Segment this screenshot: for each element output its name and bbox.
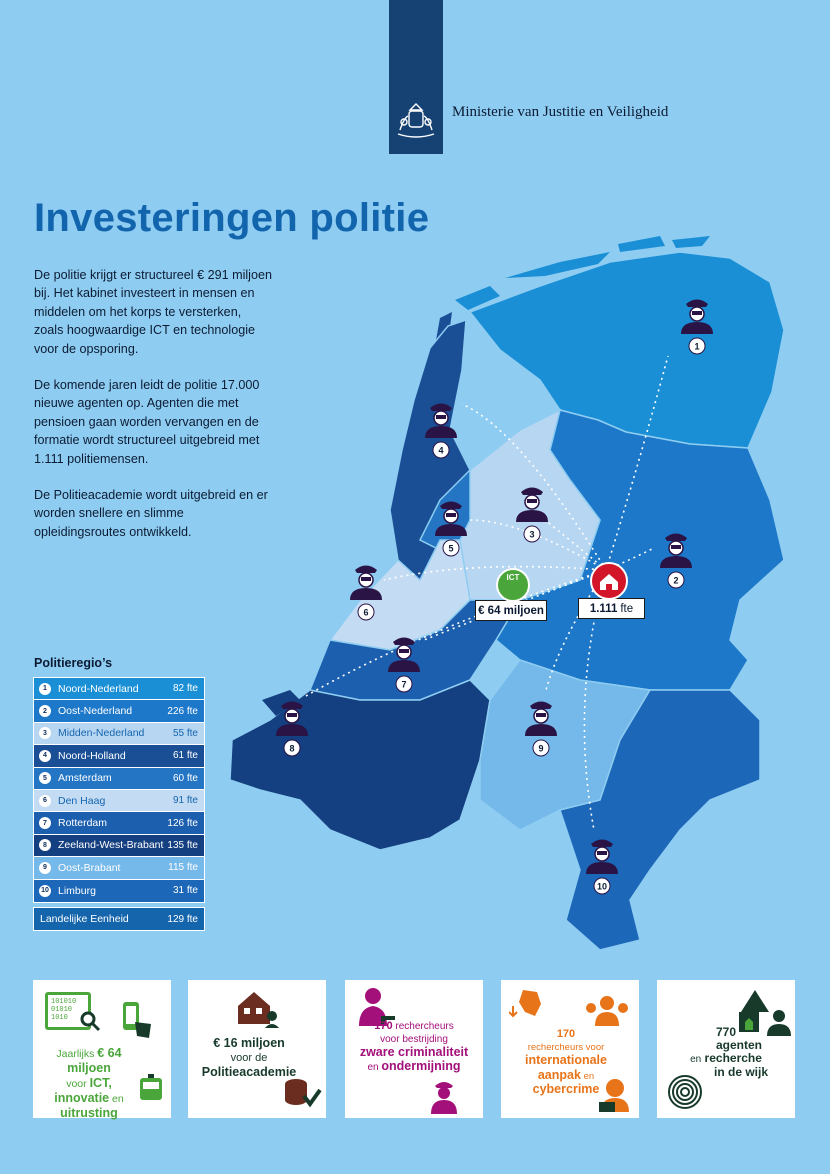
region-name: Den Haag bbox=[58, 794, 106, 807]
ict-amount: € 64 miljoen bbox=[478, 604, 544, 617]
region-number: 10 bbox=[39, 885, 51, 897]
card-cybercrime bbox=[501, 980, 639, 1118]
marker-label: 3 bbox=[529, 529, 535, 540]
region-name: Noord-Holland bbox=[58, 749, 126, 762]
region-row bbox=[34, 880, 204, 902]
hacker-laptop-icon bbox=[597, 1076, 633, 1112]
region-row bbox=[34, 812, 204, 834]
fte-unit: fte bbox=[620, 602, 634, 615]
region-fte: 61 fte bbox=[172, 750, 198, 762]
police-officer-icon bbox=[429, 1078, 459, 1114]
region-fte: 82 fte bbox=[172, 683, 198, 695]
police-officer-marker bbox=[525, 702, 557, 757]
region-fte: 91 fte bbox=[172, 795, 198, 807]
region-fte: 126 fte bbox=[167, 817, 198, 829]
region-number: 4 bbox=[39, 750, 51, 762]
region-name: Noord-Nederland bbox=[58, 682, 139, 695]
region-name: Amsterdam bbox=[58, 772, 112, 785]
region-row bbox=[34, 835, 204, 857]
region-number: 3 bbox=[39, 727, 51, 739]
marker-label: 7 bbox=[401, 679, 407, 690]
marker-label: 2 bbox=[673, 575, 679, 586]
region-number: 7 bbox=[39, 817, 51, 829]
police-officer-marker bbox=[425, 404, 457, 459]
card-ict bbox=[33, 980, 171, 1118]
police-officer-marker bbox=[681, 300, 713, 355]
region-fte: 226 fte bbox=[167, 705, 198, 717]
marker-label: 6 bbox=[363, 607, 369, 618]
region-number: 9 bbox=[39, 862, 51, 874]
region-fte: 31 fte bbox=[172, 885, 198, 897]
marker-label: 1 bbox=[694, 341, 700, 352]
region-number: 2 bbox=[39, 705, 51, 717]
region-number: 8 bbox=[39, 839, 51, 851]
region-row bbox=[34, 678, 204, 700]
fingerprint-icon bbox=[665, 1072, 705, 1112]
ict-badge-label: ICT bbox=[506, 573, 520, 582]
region-row bbox=[34, 768, 204, 790]
intro-paragraph: De Politieacademie wordt uitgebreid en er worden snellere en slimme opleidingsroutes ontwikkeld. bbox=[34, 488, 268, 539]
ict-badge bbox=[496, 568, 530, 602]
landelijke-eenheid-row bbox=[33, 907, 205, 931]
region-name: Zeeland-West-Brabant bbox=[58, 839, 164, 852]
region-row bbox=[34, 700, 204, 722]
police-team-icon bbox=[581, 994, 633, 1026]
police-officer-marker bbox=[435, 502, 467, 557]
academy-building-icon bbox=[234, 988, 280, 1028]
fte-value: 1.111 bbox=[589, 602, 618, 615]
region-name: Limburg bbox=[58, 884, 96, 897]
marker-label: 8 bbox=[289, 743, 295, 754]
card-academie bbox=[188, 980, 326, 1118]
police-van-icon bbox=[137, 1072, 165, 1106]
marker-label: 10 bbox=[596, 881, 608, 892]
landelijk-name: Landelijke Eenheid bbox=[40, 913, 129, 925]
marker-label: 4 bbox=[438, 445, 444, 456]
police-officer-marker bbox=[516, 488, 548, 543]
region-row bbox=[34, 857, 204, 879]
region-row bbox=[34, 790, 204, 812]
region-number: 5 bbox=[39, 772, 51, 784]
netherlands-arrows-icon bbox=[509, 986, 549, 1026]
region-name: Oost-Nederland bbox=[58, 705, 133, 718]
coins-check-icon bbox=[282, 1072, 322, 1112]
card-academie-text: € 16 miljoen voor de Politieacademie bbox=[201, 1036, 297, 1079]
police-officer-marker bbox=[388, 638, 420, 693]
card-criminaliteit-text: 170 rechercheurs voor bestrijding zware criminaliteit en ondermijning bbox=[359, 1020, 469, 1073]
region-fte: 135 fte bbox=[167, 839, 198, 851]
card-wijk bbox=[657, 980, 795, 1118]
intro-paragraph: De komende jaren leidt de politie 17.000 nieuwe agenten op. Agenten die met pensioen gaan worden vervangen en de formatie wordt structureel uitgebreid met 1.111 politiemensen. bbox=[34, 378, 260, 466]
ministry-name: Ministerie van Justitie en Veiligheid bbox=[452, 104, 669, 120]
card-cybercrime-text: 170 rechercheurs voor internationale aanpak en cybercrime bbox=[525, 1028, 607, 1096]
card-criminaliteit bbox=[345, 980, 483, 1118]
card-ict-text: Jaarlijks € 64 miljoen voor ICT, innovatie en uitrusting bbox=[54, 1046, 124, 1120]
region-row bbox=[34, 745, 204, 767]
police-officer-marker bbox=[276, 702, 308, 757]
regions-legend bbox=[33, 677, 205, 903]
police-officer-marker bbox=[660, 534, 692, 589]
marker-label: 9 bbox=[538, 743, 544, 754]
page-title: Investeringen politie bbox=[34, 196, 430, 240]
police-officer-marker bbox=[350, 566, 382, 621]
magnifier-icon bbox=[79, 1010, 101, 1032]
landelijk-fte: 129 fte bbox=[167, 913, 198, 925]
region-name: Oost-Brabant bbox=[58, 861, 121, 874]
region-name: Midden-Nederland bbox=[58, 727, 145, 740]
police-officer-marker bbox=[586, 840, 618, 895]
police-station-icon bbox=[590, 562, 628, 600]
binary-monitor-icon: 101010 01010 1010 bbox=[45, 992, 91, 1030]
smartphone-icon bbox=[121, 1000, 155, 1040]
card-wijk-text: 770 agenten en recherche in de wijk bbox=[690, 1025, 768, 1079]
region-fte: 55 fte bbox=[172, 727, 198, 739]
region-row bbox=[34, 723, 204, 745]
region-fte: 60 fte bbox=[172, 772, 198, 784]
region-fte: 115 fte bbox=[168, 862, 198, 874]
region-number: 1 bbox=[39, 683, 51, 695]
regions-title: Politieregio’s bbox=[34, 656, 113, 670]
ict-callout bbox=[475, 600, 547, 621]
intro-paragraph: De politie krijgt er structureel € 291 miljoen bij. Het kabinet investeert in mensen en middelen om het korps te versterken, zoals hoogwaardige ICT en technologie voor de opsporing. bbox=[34, 268, 272, 356]
marker-label: 5 bbox=[448, 543, 454, 554]
region-number: 6 bbox=[39, 795, 51, 807]
region-name: Rotterdam bbox=[58, 817, 108, 830]
